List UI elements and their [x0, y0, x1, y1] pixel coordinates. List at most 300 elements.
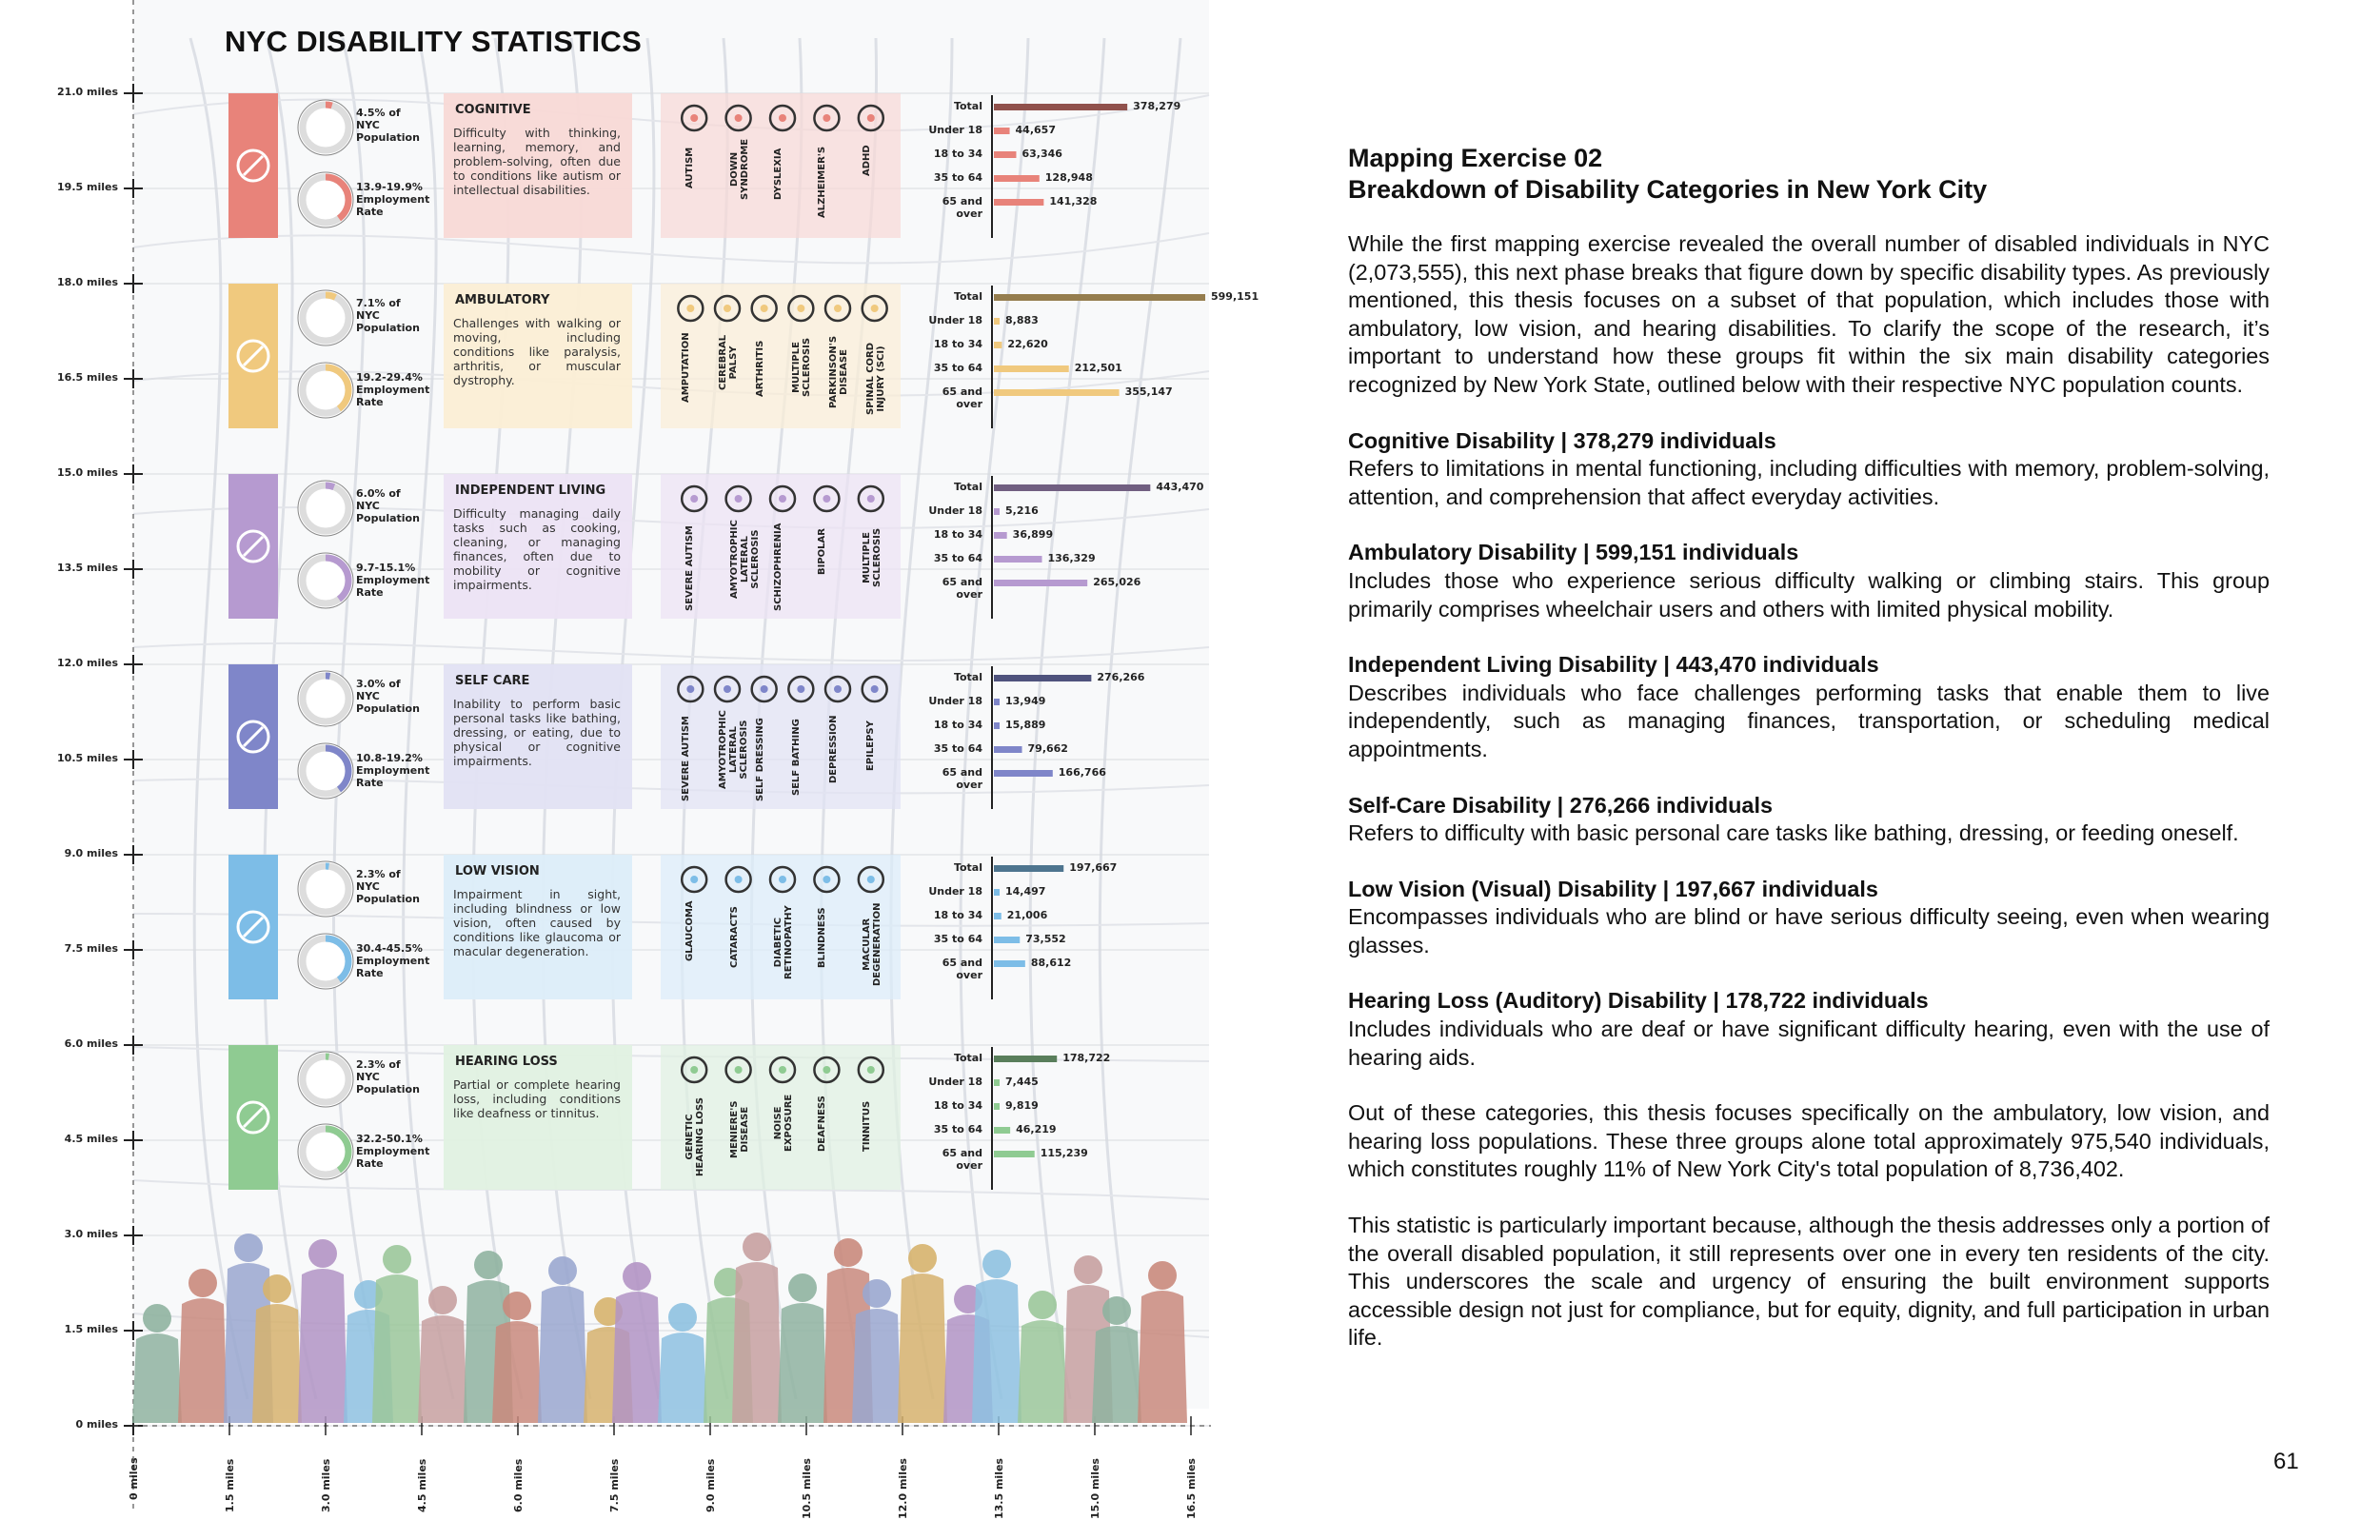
person-body [732, 1262, 782, 1423]
category-description: Difficulty with thinking, learning, memory, and problem-solving, often due to conditions like autism or intellectual disabilities. [453, 126, 621, 197]
category-title: AMBULATORY [455, 293, 550, 307]
section-hearing-loss [1348, 987, 2270, 1072]
bar-row-label: 65 and over [942, 766, 982, 791]
condition-label-line: DEGENERATION [871, 902, 883, 986]
person-head [668, 1303, 697, 1332]
category-title: SELF CARE [455, 674, 530, 688]
category-description: Impairment in sight, including blindness or low vision, often caused by conditions like glaucoma or macular degeneration. [453, 887, 621, 958]
condition-icon [871, 685, 879, 693]
y-axis-label: 3.0 miles [64, 1228, 118, 1240]
population-label: 3.0% of [356, 678, 401, 690]
y-axis-label: 21.0 miles [57, 86, 118, 98]
condition-icon [735, 495, 743, 503]
bar-row-label: 35 to 64 [933, 1123, 982, 1135]
x-axis-label: 9.0 miles [704, 1459, 717, 1513]
condition-label [791, 719, 802, 796]
condition-icon [871, 305, 879, 312]
person-head [1148, 1261, 1177, 1290]
person-body [132, 1333, 182, 1423]
person-body [178, 1298, 228, 1423]
condition-label [865, 721, 876, 772]
person-body [612, 1292, 662, 1423]
condition-label [681, 332, 691, 403]
condition-icon [779, 876, 786, 883]
condition-icon [779, 495, 786, 503]
employment-label: Rate [356, 777, 384, 789]
person-head [788, 1273, 817, 1302]
bar [994, 1151, 1035, 1157]
population-label: NYC [356, 119, 380, 131]
condition-icon [797, 685, 804, 693]
section-heading: Hearing Loss (Auditory) Disability | 178,722 individuals [1348, 988, 1929, 1014]
category-description: Inability to perform basic personal tasks like bathing, dressing, or eating, due to physical or cognitive impairments. [453, 697, 621, 768]
condition-icon [823, 114, 830, 122]
bar-row-label: Under 18 [928, 124, 982, 136]
bar-value-label: 599,151 [1211, 290, 1259, 303]
condition-icon [823, 1066, 830, 1074]
bar-row-label: 65 and over [942, 195, 982, 220]
y-axis-label: 9.0 miles [64, 847, 118, 859]
person-body [418, 1315, 467, 1423]
person-body [492, 1321, 542, 1423]
bar [994, 1056, 1057, 1062]
population-label: Population [356, 322, 420, 334]
bar-value-label: 141,328 [1049, 195, 1098, 207]
condition-label-line: GLAUCOMA [684, 900, 696, 962]
page-number: 61 [2273, 1449, 2299, 1474]
employment-label: Employment [356, 764, 430, 777]
bar-row-label: 65 and over [942, 576, 982, 601]
condition-label [755, 718, 765, 801]
population-label: NYC [356, 500, 380, 512]
population-label: 6.0% of [356, 487, 401, 500]
section-body: Includes individuals who are deaf or have significant difficulty hearing, even with the use of hearing aids. [1348, 1017, 2270, 1070]
condition-label-line: LATERAL [739, 536, 750, 583]
condition-label-line: INJURY (SCI) [875, 345, 886, 412]
employment-label: Employment [356, 1145, 430, 1157]
bar [994, 151, 1016, 158]
employment-label: Rate [356, 967, 384, 979]
section-heading: Low Vision (Visual) Disability | 197,667 individuals [1348, 876, 1878, 901]
bar [994, 722, 1000, 729]
employment-label: Rate [356, 396, 384, 408]
condition-label-line: BIPOLAR [817, 528, 828, 576]
condition-icon [834, 305, 842, 312]
x-axis-label: 15.0 miles [1089, 1458, 1101, 1519]
population-label: 2.3% of [356, 868, 401, 880]
population-label: Population [356, 131, 420, 144]
condition-label-line: SYNDROME [739, 139, 750, 201]
condition-label-line: SELF DRESSING [754, 718, 765, 801]
condition-label [684, 1097, 705, 1176]
person-head [834, 1238, 863, 1267]
section-heading: Self-Care Disability | 276,266 individuals [1348, 792, 1773, 818]
condition-label-line: PARKINSON'S [828, 336, 839, 409]
condition-icon [735, 876, 743, 883]
population-ring-outer [298, 100, 353, 155]
employment-ring-outer [298, 934, 353, 989]
section-heading: Cognitive Disability | 378,279 individuals [1348, 427, 1776, 453]
person-head [428, 1286, 457, 1314]
bar-value-label: 44,657 [1015, 124, 1056, 136]
bar [994, 889, 1000, 896]
bar-row-label: 35 to 64 [933, 933, 982, 945]
condition-icon [834, 685, 842, 693]
bar [994, 913, 1002, 919]
population-label: NYC [356, 690, 380, 702]
person-body [1018, 1320, 1067, 1423]
y-axis-label: 18.0 miles [57, 276, 118, 288]
section-heading: Independent Living Disability | 443,470 individuals [1348, 652, 1879, 678]
condition-label-line: ALZHEIMER'S [817, 147, 828, 219]
person-head [863, 1279, 891, 1308]
population-ring-outer [298, 671, 353, 726]
condition-label [773, 523, 783, 610]
employment-label: 32.2-50.1% [356, 1133, 423, 1145]
condition-label [773, 906, 794, 980]
x-axis-label: 12.0 miles [897, 1458, 909, 1519]
figure-title: NYC DISABILITY STATISTICS [225, 25, 643, 58]
condition-label [729, 906, 740, 968]
employment-label: Employment [356, 193, 430, 206]
bar [994, 580, 1087, 586]
bar [994, 294, 1205, 301]
condition-label [862, 1101, 872, 1152]
condition-label [729, 139, 750, 200]
x-axis-label: 6.0 miles [512, 1459, 525, 1513]
condition-icon [797, 305, 804, 312]
condition-icon [779, 1066, 786, 1074]
population-ring-outer [298, 1052, 353, 1107]
bar-row-label: 18 to 34 [933, 338, 982, 350]
bar-row-label: Total [953, 481, 982, 493]
person-body [852, 1309, 902, 1423]
person-head [548, 1256, 577, 1285]
employment-ring-outer [298, 172, 353, 227]
population-label: 4.5% of [356, 107, 401, 119]
bar-value-label: 13,949 [1005, 695, 1046, 707]
bar-value-label: 8,883 [1005, 314, 1039, 326]
population-label: 2.3% of [356, 1058, 401, 1071]
condition-label-line: BLINDNESS [817, 907, 828, 968]
condition-label-line: DEPRESSION [828, 715, 839, 783]
condition-label-line: DOWN [728, 152, 740, 188]
condition-label [828, 715, 839, 783]
condition-label-line: SELF BATHING [791, 718, 803, 796]
bar-value-label: 443,470 [1156, 481, 1204, 493]
bar-row-label: Under 18 [928, 885, 982, 898]
employment-ring-outer [298, 553, 353, 608]
employment-label: 19.2-29.4% [356, 371, 423, 384]
bar-row-label: Total [953, 100, 982, 112]
x-axis-label: 7.5 miles [608, 1459, 621, 1513]
employment-ring-outer [298, 363, 353, 418]
bar-value-label: 178,722 [1062, 1052, 1111, 1064]
y-axis-label: 16.5 miles [57, 371, 118, 384]
condition-icon [823, 876, 830, 883]
bar-row-label: 18 to 34 [933, 528, 982, 541]
bar-row-label: 35 to 64 [933, 552, 982, 564]
bar [994, 199, 1043, 206]
section-ambulatory [1348, 539, 2270, 623]
y-axis-label: 7.5 miles [64, 942, 118, 955]
y-axis-label: 6.0 miles [64, 1037, 118, 1050]
x-axis-label: 13.5 miles [993, 1458, 1005, 1519]
condition-label [684, 901, 695, 962]
condition-label [817, 1096, 827, 1153]
condition-label-line: DIABETIC [773, 918, 783, 968]
person-body [372, 1274, 422, 1423]
category-title: COGNITIVE [455, 103, 531, 117]
condition-label [773, 148, 783, 200]
condition-label [817, 907, 827, 968]
person-head [263, 1274, 291, 1303]
bar-row-label: 18 to 34 [933, 719, 982, 731]
bar [994, 508, 1000, 515]
condition-label-line: GENETIC [684, 1114, 696, 1160]
population-ring-outer [298, 481, 353, 536]
employment-label: 13.9-19.9% [356, 181, 423, 193]
employment-label: 30.4-45.5% [356, 942, 423, 955]
condition-label-line: EXPOSURE [783, 1095, 794, 1153]
person-head [1028, 1291, 1057, 1319]
section-independent-living [1348, 651, 2270, 763]
employment-ring-outer [298, 743, 353, 799]
x-axis-label: 16.5 miles [1185, 1458, 1198, 1519]
condition-label [828, 336, 849, 408]
y-axis-label: 10.5 miles [57, 752, 118, 764]
person-head [1074, 1255, 1102, 1284]
employment-label: Employment [356, 955, 430, 967]
employment-label: Employment [356, 384, 430, 396]
bar-value-label: 73,552 [1025, 933, 1066, 945]
condition-label [817, 147, 827, 218]
condition-label [865, 343, 886, 415]
bar-value-label: 355,147 [1124, 385, 1173, 398]
bar [994, 746, 1022, 753]
population-label: NYC [356, 309, 380, 322]
person-body [538, 1286, 587, 1423]
y-axis-label: 12.0 miles [57, 657, 118, 669]
condition-icon [690, 876, 698, 883]
y-axis-label: 19.5 miles [57, 181, 118, 193]
x-axis-label: 3.0 miles [320, 1459, 332, 1513]
condition-icon [735, 1066, 743, 1074]
condition-label-line: SCLEROSIS [802, 337, 813, 397]
x-axis-label: 4.5 miles [416, 1459, 428, 1513]
bar-value-label: 14,497 [1005, 885, 1046, 898]
person-head [188, 1269, 217, 1297]
person-body [1138, 1291, 1187, 1423]
person-body [972, 1279, 1021, 1423]
bar [994, 960, 1025, 967]
bar-row-label: Under 18 [928, 314, 982, 326]
condition-icon [823, 495, 830, 503]
bar-row-label: Total [953, 1052, 982, 1064]
bar-row-label: 18 to 34 [933, 1099, 982, 1112]
bar-value-label: 197,667 [1069, 861, 1118, 874]
bar-value-label: 212,501 [1074, 362, 1122, 374]
condition-label-line: RETINOPATHY [783, 905, 794, 980]
condition-label-line: HEARING LOSS [695, 1096, 706, 1176]
condition-label [755, 340, 765, 396]
bar-value-label: 166,766 [1058, 766, 1106, 779]
condition-icon [724, 305, 731, 312]
bar [994, 532, 1007, 539]
condition-icon [761, 305, 768, 312]
condition-label-line: DISEASE [739, 1106, 750, 1153]
person-body [252, 1304, 302, 1423]
condition-label [791, 338, 812, 397]
bar [994, 937, 1020, 943]
x-axis-label: 10.5 miles [801, 1458, 813, 1519]
condition-label [862, 145, 872, 176]
condition-icon [779, 114, 786, 122]
condition-icon [867, 1066, 875, 1074]
condition-label-line: MACULAR [861, 918, 872, 971]
bar-value-label: 136,329 [1047, 552, 1096, 564]
bar [994, 104, 1127, 110]
x-axis-label: 0 miles [128, 1457, 140, 1501]
condition-icon [690, 495, 698, 503]
condition-label-line: EPILEPSY [864, 721, 876, 772]
bar-value-label: 15,889 [1005, 719, 1046, 731]
condition-label [862, 902, 883, 985]
bar [994, 1103, 1000, 1110]
text-column [1348, 143, 2270, 1352]
condition-label-line: AMYOTROPHIC [728, 520, 740, 600]
person-head [234, 1234, 263, 1262]
population-label: Population [356, 702, 420, 715]
closing-paragraph-2: This statistic is particularly important because, although the thesis addresses only a portion of the overall disabled population, it still represents over one in every ten residents of the city. This underscores the scale and urgency of ensuring the built environment supports accessible design not just for compliance, but for equity, dignity, and full participation in urban life. [1348, 1213, 2270, 1351]
condition-label-line: DISEASE [839, 349, 849, 396]
category-title: HEARING LOSS [455, 1055, 558, 1069]
employment-ring-outer [298, 1124, 353, 1179]
condition-icon [690, 114, 698, 122]
condition-label-line: SCLEROSIS [871, 527, 883, 587]
section-body: Encompasses individuals who are blind or have serious difficulty seeing, even when wearing glasses. [1348, 904, 2270, 958]
category-title: INDEPENDENT LIVING [455, 484, 606, 498]
bar [994, 389, 1120, 396]
bar-value-label: 21,006 [1006, 909, 1048, 921]
bar-value-label: 63,346 [1021, 148, 1062, 160]
population-label: Population [356, 893, 420, 905]
condition-label-line: AMPUTATION [681, 332, 692, 403]
bar-row-label: 65 and over [942, 385, 982, 410]
employment-label: Rate [356, 1157, 384, 1170]
person-head [1102, 1296, 1131, 1325]
section-body: Describes individuals who face challenges performing tasks that enable them to live independently, such as managing finances, transportation, or scheduling medical appointments. [1348, 680, 2270, 761]
employment-label: Employment [356, 574, 430, 586]
population-label: NYC [356, 880, 380, 893]
person-head [623, 1262, 651, 1291]
bar-row-label: 18 to 34 [933, 909, 982, 921]
condition-icon [735, 114, 743, 122]
bar-row-label: 35 to 64 [933, 742, 982, 755]
condition-label [681, 716, 691, 801]
y-axis-label: 13.5 miles [57, 562, 118, 574]
bar [994, 342, 1002, 348]
condition-label [729, 1100, 750, 1158]
condition-icon [761, 685, 768, 693]
condition-label-line: MULTIPLE [861, 531, 872, 583]
condition-label [684, 525, 695, 611]
condition-label-line: AUTISM [684, 147, 696, 188]
person-head [143, 1304, 171, 1333]
condition-label-line: CATARACTS [728, 905, 740, 968]
bar-row-label: 35 to 64 [933, 171, 982, 184]
condition-label-line: DEAFNESS [817, 1096, 828, 1153]
section-body: Includes those who experience serious difficulty walking or climbing stairs. This group primarily comprises wheelchair users and others with limited physical mobility. [1348, 567, 2270, 622]
y-axis-label: 15.0 miles [57, 466, 118, 479]
person-body [658, 1333, 707, 1423]
bar-value-label: 128,948 [1044, 171, 1093, 184]
bar [994, 484, 1150, 491]
person-head [308, 1239, 337, 1268]
bar-row-label: Total [953, 671, 982, 683]
condition-icon [724, 685, 731, 693]
condition-label-line: LATERAL [728, 726, 739, 774]
intro-paragraph: While the first mapping exercise revealed the overall number of disabled individuals in NYC (2,073,555), this next phase breaks that figure down by specific disability types. As previously mentioned, this thesis focuses on a subset of that population, which includes those with ambulatory, low vision, and hearing disabilities. To clarify the scope of the research, it’s important to understand how these groups fit within the six main disability categories recognized by New York State, outlined below with their respective NYC population counts. [1348, 231, 2270, 397]
bar-value-label: 46,219 [1016, 1123, 1057, 1135]
person-head [503, 1292, 531, 1320]
y-axis-label: 4.5 miles [64, 1133, 118, 1145]
condition-icon [686, 685, 694, 693]
person-body [298, 1269, 347, 1423]
bar [994, 175, 1040, 182]
person-head [982, 1250, 1011, 1278]
bar [994, 699, 1000, 705]
person-body [778, 1303, 827, 1423]
condition-label-line: TINNITUS [861, 1101, 872, 1153]
person-head [474, 1251, 503, 1279]
section-self-care [1348, 792, 2270, 848]
heading-line-2: Breakdown of Disability Categories in New York City [1348, 175, 1988, 204]
population-label: Population [356, 1083, 420, 1096]
bar-value-label: 276,266 [1097, 671, 1145, 683]
condition-label [862, 528, 883, 587]
employment-label: Rate [356, 206, 384, 218]
condition-label [684, 148, 695, 188]
bar-value-label: 265,026 [1093, 576, 1141, 588]
bar-value-label: 88,612 [1030, 957, 1072, 969]
person-head [908, 1244, 937, 1273]
bar-value-label: 5,216 [1005, 504, 1039, 517]
employment-label: 10.8-19.2% [356, 752, 423, 764]
bar [994, 1079, 1000, 1086]
bar-value-label: 22,620 [1007, 338, 1048, 350]
condition-label [718, 335, 739, 390]
population-label: NYC [356, 1071, 380, 1083]
bar-value-label: 115,239 [1040, 1147, 1088, 1159]
x-axis-label: 1.5 miles [224, 1459, 236, 1513]
bar-value-label: 79,662 [1027, 742, 1068, 755]
employment-label: 9.7-15.1% [356, 562, 416, 574]
condition-label-line: SEVERE AUTISM [681, 716, 692, 801]
bar-row-label: 35 to 64 [933, 362, 982, 374]
condition-icon [867, 495, 875, 503]
section-body: Refers to limitations in mental functioning, including difficulties with memory, problem-solving, attention, and comprehension that affect everyday activities. [1348, 456, 2270, 509]
condition-label-line: SPINAL CORD [864, 342, 876, 415]
condition-icon [690, 1066, 698, 1074]
y-axis-label: 1.5 miles [64, 1323, 118, 1335]
condition-label [817, 528, 827, 575]
condition-label-line: PALSY [728, 346, 739, 380]
bar-row-label: Under 18 [928, 1076, 982, 1088]
condition-label [773, 1095, 794, 1152]
condition-label-line: ARTHRITIS [754, 340, 765, 397]
section-low-vision [1348, 876, 2270, 960]
